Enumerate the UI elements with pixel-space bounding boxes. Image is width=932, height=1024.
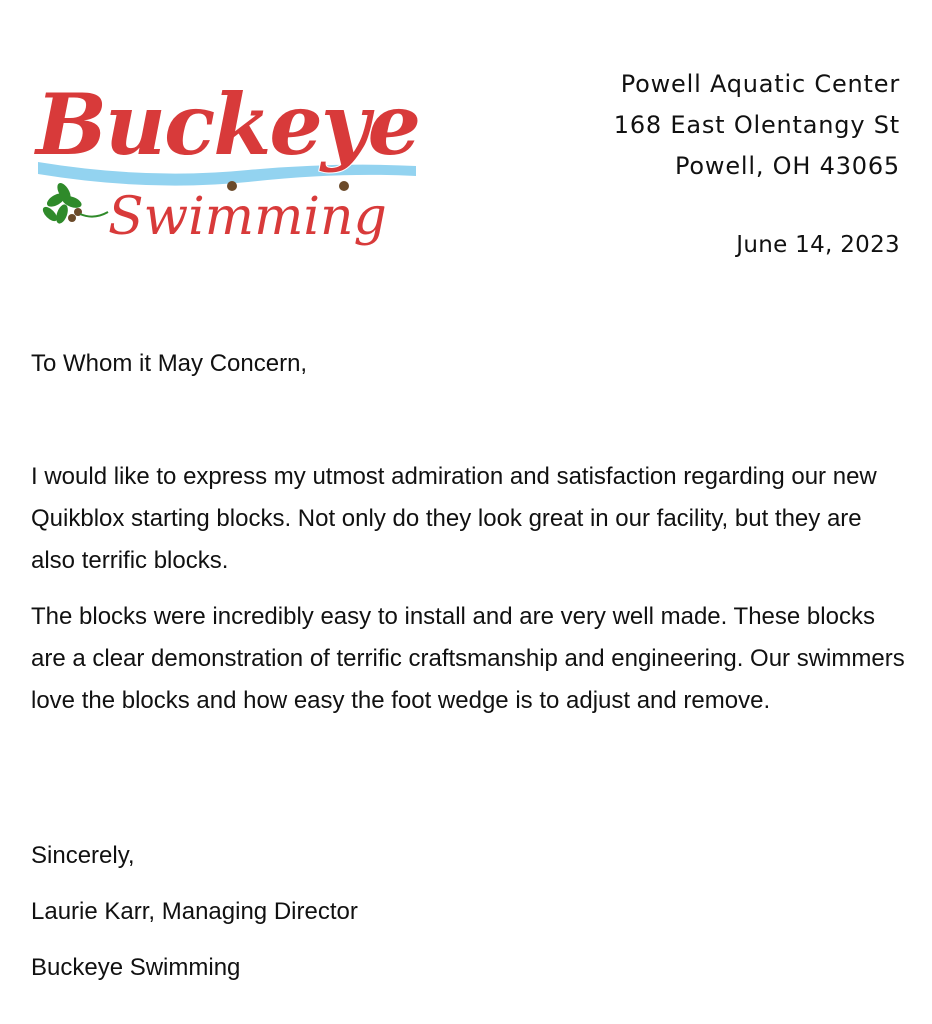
- paragraph-text: I would like to express my utmost admiration and satisfaction regarding our new Quikblox starting blocks. Not only do they look great in our facility, but they are also terrific blocks.: [31, 463, 877, 574]
- address-line-1: Powell Aquatic Center: [620, 70, 900, 98]
- salutation: To Whom it May Concern,: [31, 350, 308, 377]
- paragraph-text: The blocks were incredibly easy to install and are very well made. These blocks are a clear demonstration of terrific craftsmanship and engineering. Our swimmers love the blocks and how easy the foot wedge is to adjust and remove.: [31, 603, 905, 714]
- buckeye-swimming-logo: [28, 62, 428, 272]
- body-paragraph-2: [31, 596, 911, 722]
- sender-address: [614, 64, 900, 187]
- signer-name-title: Laurie Karr, Managing Director: [31, 898, 358, 925]
- body-paragraph-1: [31, 456, 911, 582]
- closing: Sincerely,: [31, 842, 135, 869]
- signer-organization: Buckeye Swimming: [31, 954, 241, 981]
- buckeye-leaf-icon: [40, 181, 108, 225]
- address-line-3: Powell, OH 43065: [674, 152, 900, 180]
- letter-date: June 14, 2023: [736, 232, 900, 258]
- logo-line2: Swimming: [108, 187, 387, 247]
- address-line-2: 168 East Olentangy St: [613, 111, 900, 139]
- logo-line1: Buckeye: [36, 75, 420, 174]
